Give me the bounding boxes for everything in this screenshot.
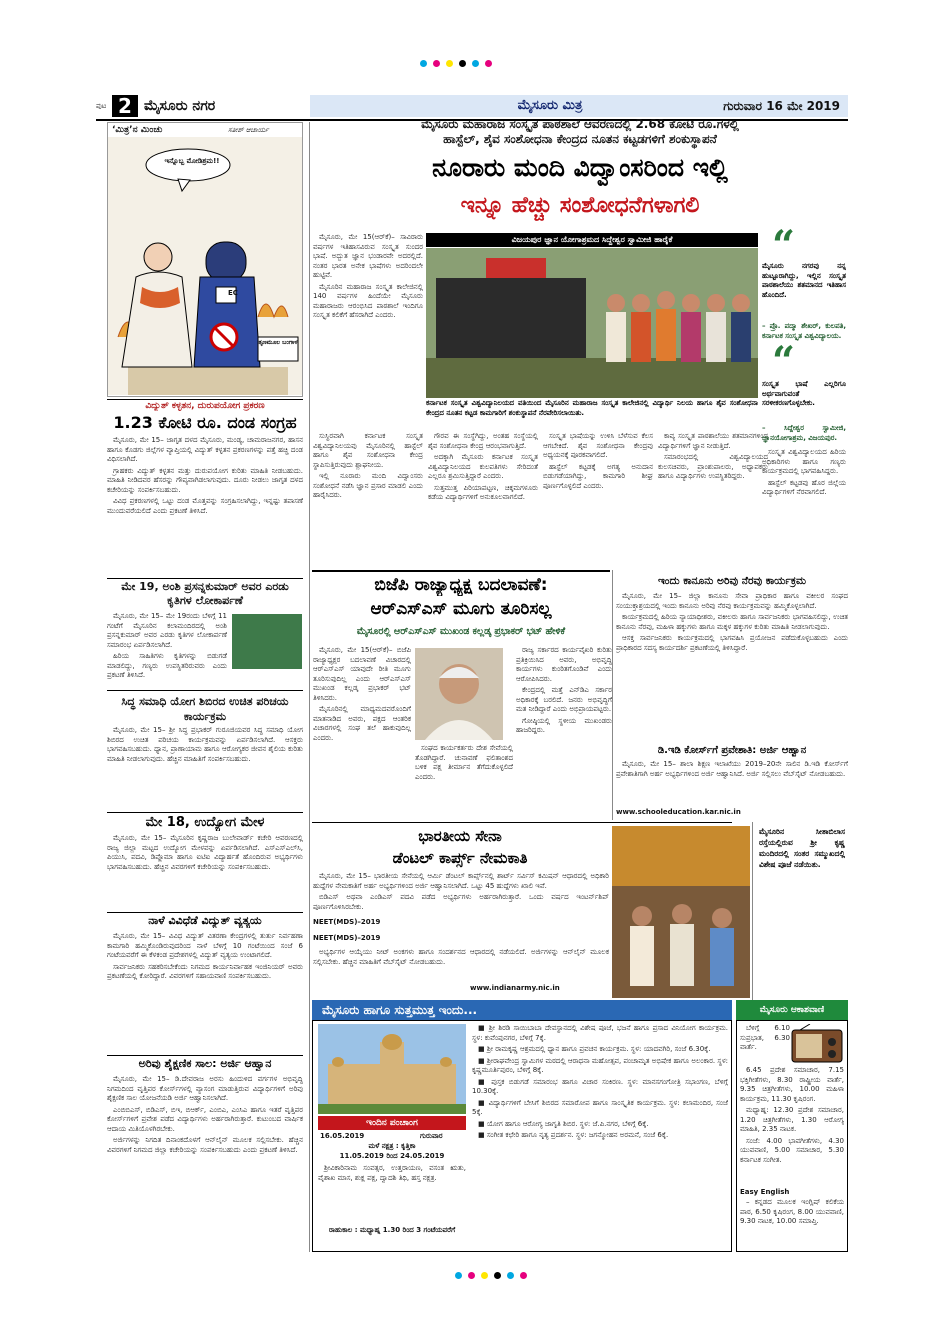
portrait-photo <box>415 648 503 740</box>
yellow-dot <box>446 60 453 67</box>
magenta-dot <box>433 60 440 67</box>
lead-body: ಕಾವ್ಯ ಸಂಸ್ಕೃತ ಪಾಠಶಾಲೆಯು ಶತಮಾನಗಳಿಂದ ವಿದ್ಯಾರ್ಥಿಗಳಿಗೆ ಜ್ಞಾನ ನೀಡುತ್ತಿದೆ. ಸಮಾರಂಭದಲ್ಲಿ ವಿಶ್ವವಿದ್ಯಾಲಯದ ಕುಲಸಚಿವರು, ಪ್ರಾಂಶುಪಾಲರು, ಅಧ್ಯಾಪಕರು ಹಾಗೂ ವಿದ್ಯಾರ್ಥಿಗಳು ಉಪಸ್ಥಿತರಿದ್ದರು. <box>658 432 768 480</box>
yellow-dot <box>481 1272 488 1279</box>
story-kicker: ವಿದ್ಯುತ್ ಕಳ್ಳತನ, ದುರುಪಯೋಗ ಪ್ರಕರಣ <box>145 401 265 411</box>
story-body: ಮೈಸೂರು, ಮೇ 15– ಶಾಲಾ ಶಿಕ್ಷಣ ಇಲಾಖೆಯು 2019–20ನೇ ಸಾಲಿನ ಡಿ.ಇಡಿ ಕೋರ್ಸ್‌ಗೆ ಪ್ರವೇಶಾತಿಗಾಗಿ ಅರ್ಹ ಅಭ್ಯರ್ಥಿಗಳಿಂದ ಅರ್ಜಿ ಆಹ್ವಾನಿಸಿದೆ. ಅರ್ಜಿ ಸಲ್ಲಿಸಲು ವೆಬ್‌ಸೈಟ್ ನೋಡಬಹುದು. <box>616 760 848 778</box>
story-body: ಮೈಸೂರು, ಮೇ 15– ಭಾರತೀಯ ಸೇನೆಯಲ್ಲಿ ಆರ್ಮಿ ಡೆಂಟಲ್ ಕಾರ್ಪ್ಸ್‌ನಲ್ಲಿ ಶಾರ್ಟ್ ಸರ್ವಿಸ್ ಕಮಿಷನ್ ಆಧಾರದಲ್ಲಿ ಅಧಿಕಾರಿ ಹುದ್ದೆಗಳ ನೇಮಕಾತಿಗೆ ಅರ್ಹ ಅಭ್ಯರ್ಥಿಗಳಿಂದ ಅರ್ಜಿ ಆಹ್ವಾನಿಸಲಾಗಿದೆ. ಒಟ್ಟು 45 ಹುದ್ದೆಗಳು ಖಾಲಿ ಇವೆ. ಬಿಡಿಎಸ್ ಅಥವಾ ಎಂಡಿಎಸ್ ಪದವಿ ಪಡೆದ ಅಭ್ಯರ್ಥಿಗಳು ಅರ್ಹರಾಗಿರುತ್ತಾರೆ. ಒಂದು ವರ್ಷದ ಇಂಟರ್ನ್‌ಶಿಪ್ ಪೂರ್ಣಗೊಳಿಸಿರಬೇಕು. <box>313 872 609 911</box>
website-link[interactable]: www.schooleducation.kar.nic.in <box>616 808 741 816</box>
quote-mark-icon: “ <box>772 222 796 269</box>
story-headline: ಆರ್‌ಎಸ್‌ಎಸ್ ಮೂಗು ತೂರಿಸಲ್ಲ <box>370 599 552 619</box>
website-link[interactable]: www.indianarmy.nic.in <box>470 984 560 992</box>
radio-schedule: – ಕನ್ನಡದ ಮೂಲಕ ಇಂಗ್ಲಿಷ್ ಕಲಿಕೆಯ ಪಾಠ, 6.50 ಕೃಷಿರಂಗ, 8.00 ಯುವವಾಣಿ, 9.30 ನಾಟಕ, 10.00 ಸಮಾಪ್ತಿ. <box>740 1198 844 1225</box>
lead-body: ಸುಸ್ಥಿರವಾಗಿ ಕರ್ನಾಟಕ ಸಂಸ್ಕೃತ ವಿಶ್ವವಿದ್ಯಾನಿಲಯವು ಮೈಸೂರಿನಲ್ಲಿ ಹಾಸ್ಟೆಲ್ ಹಾಗೂ ಶೈವ ಸಂಶೋಧನಾ ಕೇಂದ್ರ ಸ್ಥಾಪಿಸುತ್ತಿರುವುದು ಶ್ಲಾಘನೀಯ. ಇಲ್ಲಿ ನೂರಾರು ಮಂದಿ ವಿದ್ವಾಂಸರು ಸಂಶೋಧನೆ ನಡೆಸಿ ಜ್ಞಾನ ಪ್ರಸಾರ ಮಾಡಲಿ ಎಂದು ಹಾರೈಸಿದರು. <box>313 432 423 499</box>
story-headline: ಮೇ 18, ಉದ್ಯೋಗ ಮೇಳ <box>145 815 265 830</box>
side-caption-box <box>752 822 848 1000</box>
photo-strip: ವಿಜಯಪುರ ಜ್ಞಾನ ಯೋಗಾಶ್ರಮದ ಸಿದ್ದೇಶ್ವರ ಸ್ವಾಮೀಜಿ ಹಾರೈಕೆ <box>426 233 758 247</box>
black-dot <box>494 1272 501 1279</box>
panchanga-date: 16.05.2019 <box>320 1132 365 1140</box>
radio-icon <box>790 1024 844 1064</box>
story-body: ಸಂಘದ ಕಾರ್ಯಕರ್ತರು ದೇಶ ಸೇವೆಯಲ್ಲಿ ತೊಡಗಿದ್ದಾರೆ. ಚುನಾವಣೆ ಫಲಿತಾಂಶದ ಬಳಿಕ ಪಕ್ಷ ತೀರ್ಮಾನ ತೆಗೆದುಕೊಳ್ಳಲಿದೆ ಎಂದರು. <box>415 744 513 781</box>
palace-photo <box>318 1024 466 1114</box>
radio-schedule: 6.45 ಪ್ರದೇಶ ಸಮಾಚಾರ, 7.15 ಭಕ್ತಿಗೀತೆಗಳು, 8.30 ರಾಷ್ಟ್ರೀಯ ವಾರ್ತೆ, 9.35 ಚಿತ್ರಗೀತೆಗಳು, 10.00 ಮಹಿಳಾ ಕಾರ್ಯಕ್ರಮ, 11.30 ಕೃಷಿರಂಗ. ಮಧ್ಯಾಹ್ನ: 12.30 ಪ್ರದೇಶ ಸಮಾಚಾರ, 1.20 ಚಿತ್ರಗೀತೆಗಳು, 1.30 ಆರೋಗ್ಯ ಮಾಹಿತಿ, 2.35 ನಾಟಕ. ಸಂಜೆ: 4.00 ಭಾವಗೀತೆಗಳು, 4.30 ಯುವವಾಣಿ, 5.00 ಸಮಾಚಾರ, 5.30 ಕರ್ನಾಟಕ ಸಂಗೀತ. <box>740 1066 844 1164</box>
side-caption: ಮೈಸೂರಿನ ಸೀತಾಬಿಲಾಸ ರಸ್ತೆಯಲ್ಲಿರುವ ಶ್ರೀ ಕೃಷ್ಣ ಮಂದಿರದಲ್ಲಿ ಸಂತರ ಸಮ್ಮುಖದಲ್ಲಿ ವಿಶೇಷ ಪೂಜೆ ನಡೆಯಿತು. <box>759 827 845 869</box>
cyan-dot <box>507 1272 514 1279</box>
story-body: ಮೈಸೂರು, ಮೇ 15(ಆರ್‌ಕೆ)– ಬಿಜೆಪಿ ರಾಜ್ಯಾಧ್ಯಕ್ಷರ ಬದಲಾವಣೆ ವಿಚಾರದಲ್ಲಿ ಆರ್‌ಎಸ್‌ಎಸ್ ಯಾವುದೇ ರೀತಿ ಮೂಗು ತೂರಿಸುವುದಿಲ್ಲ ಎಂದು ಆರ್‌ಎಸ್‌ಎಸ್ ಮುಖಂಡ ಕಲ್ಲಡ್ಕ ಪ್ರಭಾಕರ್ ಭಟ್ ತಿಳಿಸಿದರು. ಮೈಸೂರಿನಲ್ಲಿ ಮಾಧ್ಯಮದವರೊಂದಿಗೆ ಮಾತನಾಡಿದ ಅವರು, ಪಕ್ಷದ ಆಂತರಿಕ ವಿಚಾರಗಳಲ್ಲಿ ಸಂಘ ತಲೆ ಹಾಕುವುದಿಲ್ಲ ಎಂದರು. <box>313 646 411 742</box>
lead-photo <box>426 248 758 398</box>
story-headline: ಡೆಂಟಲ್ ಕಾರ್ಪ್ಸ್ ನೇಮಕಾತಿ <box>392 849 528 867</box>
story-body: ಮೈಸೂರು, ಮೇ 15– ಜಾಗೃತ ದಳದ ಮೈಸೂರು, ಮಂಡ್ಯ, ಚಾಮರಾಜನಗರ, ಹಾಸನ ಹಾಗೂ ಕೊಡಗು ಜಿಲ್ಲೆಗಳ ವ್ಯಾಪ್ತಿಯಲ್ಲಿ ವಿದ್ಯುತ್ ಕಳ್ಳತನ ಪ್ರಕರಣಗಳನ್ನು ಪತ್ತೆ ಹಚ್ಚಿ ದಂಡ ವಿಧಿಸಲಾಗಿದೆ. ಗ್ರಾಹಕರು ವಿದ್ಯುತ್ ಕಳ್ಳತನ ಮತ್ತು ದುರುಪಯೋಗ ಕುರಿತು ಮಾಹಿತಿ ನೀಡಬಹುದು. ಮಾಹಿತಿ ನೀಡಿದವರ ಹೆಸರನ್ನು ಗೌಪ್ಯವಾಗಿಡಲಾಗುವುದು. ದೂರು ನೀಡಲು ಜಾಗೃತ ದಳದ ಕಚೇರಿಯನ್ನು ಸಂಪರ್ಕಿಸಬಹುದು. ವಿವಿಧ ಪ್ರಕರಣಗಳಲ್ಲಿ ಒಟ್ಟು ದಂಡ ಮೊತ್ತವನ್ನು ಸಂಗ್ರಹಿಸಲಾಗಿದ್ದು, ಇನ್ನಷ್ಟು ತಪಾಸಣೆ ಮುಂದುವರೆಯಲಿದೆ ಎಂದು ಪ್ರಕಟಣೆ ತಿಳಿಸಿದೆ. <box>107 436 303 515</box>
cartoon-sign: ತೃಣಮೂಲ ಬಂಗಾಳ <box>258 339 298 346</box>
story-body: ಮೈಸೂರು, ಮೇ 15– ಮೇ 19ರಂದು ಬೆಳಿಗ್ಗೆ 11 ಗಂಟೆಗೆ ಮೈಸೂರಿನ ಕಲಾಮಂದಿರದಲ್ಲಿ ಅಂಶಿ ಪ್ರಸನ್ನಕುಮಾರ್ ಅವರ ಎರಡು ಕೃತಿಗಳ ಲೋಕಾರ್ಪಣೆ ಸಮಾರಂಭ ಏರ್ಪಡಿಸಲಾಗಿದೆ. ಹಿರಿಯ ಸಾಹಿತಿಗಳು ಕೃತಿಗಳನ್ನು ಬಿಡುಗಡೆ ಮಾಡಲಿದ್ದು, ಗಣ್ಯರು ಉಪಸ್ಥಿತರಿರುವರು ಎಂದು ಪ್ರಕಟಣೆ ತಿಳಿಸಿದೆ. <box>107 612 227 679</box>
radio-schedule: ಬೆಳಿಗ್ಗೆ 6.10 ಸುಪ್ರಭಾತ, 6.30 ವಾರ್ತೆ. <box>740 1024 790 1051</box>
story-headline: 1.23 ಕೋಟಿ ರೂ. ದಂಡ ಸಂಗ್ರಹ <box>113 413 297 432</box>
cartoon-panel <box>107 122 303 397</box>
section-title: ಮೈಸೂರು ನಗರ <box>144 98 216 114</box>
page-number: 2 <box>112 95 138 117</box>
story-body: ಮೈಸೂರು, ಮೇ 15– ವಿವಿಧ ವಿದ್ಯುತ್ ವಿತರಣಾ ಕೇಂದ್ರಗಳಲ್ಲಿ ತುರ್ತು ನಿರ್ವಹಣಾ ಕಾಮಗಾರಿ ಹಮ್ಮಿಕೊಂಡಿರುವುದರಿಂದ ನಾಳೆ ಬೆಳಿಗ್ಗೆ 10 ಗಂಟೆಯಿಂದ ಸಂಜೆ 6 ಗಂಟೆಯವರೆಗೆ ಈ ಕೆಳಕಂಡ ಪ್ರದೇಶಗಳಲ್ಲಿ ವಿದ್ಯುತ್ ವ್ಯತ್ಯಯ ಉಂಟಾಗಲಿದೆ. ಸಾರ್ವಜನಿಕರು ಸಹಕರಿಸಬೇಕೆಂದು ನಿಗಮದ ಕಾರ್ಯನಿರ್ವಾಹಕ ಇಂಜಿನಿಯರ್ ಅವರು ಪ್ರಕಟಣೆಯಲ್ಲಿ ಕೋರಿದ್ದಾರೆ. ವಿವರಗಳಿಗೆ ಸಹಾಯವಾಣಿ ಸಂಪರ್ಕಿಸಬಹುದು. <box>107 932 303 980</box>
exam-name: NEET(MDS)–2019 <box>313 934 433 942</box>
cyan-dot <box>420 60 427 67</box>
lead-body: ಮೈಸೂರು, ಮೇ 15(ಆರ್‌ಕೆ)– ಸಾವಿರಾರು ವರ್ಷಗಳ ಇತಿಹಾಸವಿರುವ ಸಂಸ್ಕೃತ ಸುಂದರ ಭಾಷೆ. ಅದ್ಭುತ ಜ್ಞಾನ ಭಂಡಾರವೇ ಅದರಲ್ಲಿದೆ. ನಂತರ ಭಾರತ ಅನೇಕ ಭಾಷೆಗಳು ಅದರಿಂದಲೇ ಹುಟ್ಟಿವೆ. ಮೈಸೂರಿನ ಮಹಾರಾಜ ಸಂಸ್ಕೃತ ಕಾಲೇಜಿನಲ್ಲಿ 140 ವರ್ಷಗಳ ಹಿಂದೆಯೇ ಮೈಸೂರು ಮಹಾರಾಜರು ಆರಂಭಿಸಿದ ಪಾಠಶಾಲೆ ಇಂದಿಗೂ ಸಂಸ್ಕೃತ ಕಲಿಕೆಗೆ ಹೆಸರಾಗಿದೆ ಎಂದರು. <box>313 233 423 319</box>
magenta-dot <box>520 1272 527 1279</box>
pull-quote: ಸಂಸ್ಕೃತ ಭಾಷೆ ಎಲ್ಲರಿಗೂ ಅರ್ಥವಾಗುವಂತೆ ಸರಳೀಕರಣಗೊಳ್ಳಬೇಕು. <box>762 380 846 407</box>
lead-headline: ನೂರಾರು ಮಂದಿ ವಿದ್ವಾಂಸರಿಂದ ಇಲ್ಲಿ <box>432 153 728 182</box>
temple-photo <box>612 826 750 998</box>
story-headline: ನಾಳೆ ವಿವಿಧೆಡೆ ವಿದ್ಯುತ್ ವ್ಯತ್ಯಯ <box>148 914 262 927</box>
cartoon-artist: ಸತೀಶ್ ಆಚಾರ್ಯ <box>228 126 269 134</box>
quote-mark-icon: “ <box>772 338 796 385</box>
pull-quote: ಮೈಸೂರು ನಗರವು ನನ್ನ ಹುಟ್ಟೂರಾಗಿದ್ದು, ಇಲ್ಲಿನ ಸಂಸ್ಕೃತ ಪಾಠಶಾಲೆಯು ಶತಮಾನದ ಇತಿಹಾಸ ಹೊಂದಿದೆ. <box>762 262 846 299</box>
panchanga-nakshatra: ಮಳೆ ನಕ್ಷತ್ರ : ಕೃತ್ತಿಕಾ <box>368 1142 416 1150</box>
panchanga-range: 11.05.2019 ರಿಂದ 24.05.2019 <box>339 1152 445 1160</box>
pull-quote-author: – ಪ್ರೊ. ಪದ್ಮಾ ಶೇಖರ್, ಕುಲಪತಿ, ಕರ್ನಾಟಕ ಸಂಸ್ಕೃತ ವಿಶ್ವವಿದ್ಯಾಲಯ. <box>762 322 846 340</box>
story-headline: ಅರಿವು ಶೈಕ್ಷಣಿಕ ಸಾಲ: ಅರ್ಜಿ ಆಹ್ವಾನ <box>138 1057 272 1070</box>
panchanga-rahukala: ರಾಹುಕಾಲ : ಮಧ್ಯಾಹ್ನ 1.30 ರಿಂದ 3 ಗಂಟೆಯವರೆಗೆ <box>328 1226 456 1234</box>
pull-quote-author: – ಸಿದ್ದೇಶ್ವರ ಸ್ವಾಮೀಜಿ, ಜ್ಞಾನಯೋಗಾಶ್ರಮ, ವಿಜಯಪುರ. <box>762 424 846 442</box>
story-body: ರಾಜ್ಯ ಸರ್ಕಾರದ ಕಾರ್ಯವೈಖರಿ ಕುರಿತು ಪ್ರತಿಕ್ರಿಯಿಸಿದ ಅವರು, ಅಭಿವೃದ್ಧಿ ಕಾರ್ಯಗಳು ಕುಂಠಿತಗೊಂಡಿವೆ ಎಂದು ಆರೋಪಿಸಿದರು. ಕೇಂದ್ರದಲ್ಲಿ ಮತ್ತೆ ಎನ್‌ಡಿಎ ಸರ್ಕಾರ ಅಧಿಕಾರಕ್ಕೆ ಬರಲಿದೆ. ಜನರು ಅಭಿವೃದ್ಧಿಗೆ ಮತ ನೀಡಿದ್ದಾರೆ ಎಂದು ಅಭಿಪ್ರಾಯಪಟ್ಟರು. ಗೋಷ್ಠಿಯಲ್ಲಿ ಸ್ಥಳೀಯ ಮುಖಂಡರು ಹಾಜರಿದ್ದರು. <box>516 646 612 734</box>
story-headline: ಬಿಜೆಪಿ ರಾಜ್ಯಾಧ್ಯಕ್ಷ ಬದಲಾವಣೆ: <box>374 575 548 595</box>
issue-date: ಗುರುವಾರ 16 ಮೇ 2019 <box>723 99 840 113</box>
print-registration-dots <box>455 1272 527 1279</box>
story-body: ಮೈಸೂರು, ಮೇ 15– ಶ್ರೀ ಸಿದ್ಧ ಪ್ರಭಾಕರ್ ಗುರೂಜಿಯವರ ಸಿದ್ಧ ಸಮಾಧಿ ಯೋಗ ಶಿಬಿರದ ಉಚಿತ ಪರಿಚಯ ಕಾರ್ಯಕ್ರಮವನ್ನು ಏರ್ಪಡಿಸಲಾಗಿದೆ. ಆಸಕ್ತರು ಭಾಗವಹಿಸಬಹುದು. ಧ್ಯಾನ, ಪ್ರಾಣಾಯಾಮ ಹಾಗೂ ಆರೋಗ್ಯಕರ ಜೀವನ ಶೈಲಿಯ ಕುರಿತು ಮಾಹಿತಿ ನೀಡಲಾಗುವುದು. ಹೆಚ್ಚಿನ ಮಾಹಿತಿಗೆ ಸಂಪರ್ಕಿಸಬಹುದು. <box>107 726 303 763</box>
story-body: ಮೈಸೂರು, ಮೇ 15– ಮೈಸೂರಿನ ಕೃಷ್ಣರಾಜ ಬುಲೇವಾರ್ಡ್ ಕಚೇರಿ ಆವರಣದಲ್ಲಿ ರಾಜ್ಯ ಜಿಲ್ಲಾ ಮಟ್ಟದ ಉದ್ಯೋಗ ಮೇಳವನ್ನು ಏರ್ಪಡಿಸಲಾಗಿದೆ. ಎಸ್‌ಎಸ್‌ಎಲ್‌ಸಿ, ಪಿಯುಸಿ, ಪದವಿ, ಡಿಪ್ಲೊಮಾ ಹಾಗೂ ಐಟಿಐ ವಿದ್ಯಾರ್ಹತೆ ಹೊಂದಿರುವ ಅಭ್ಯರ್ಥಿಗಳು ಭಾಗವಹಿಸಬಹುದು. ಹೆಚ್ಚಿನ ವಿವರಗಳಿಗೆ ಕಚೇರಿಯನ್ನು ಸಂಪರ್ಕಿಸಬಹುದು. <box>107 834 303 871</box>
lead-body: ಗೌರವ ಈ ಸಂಸ್ಥೆಗಿದ್ದು, ಅಂತಹ ಸಂಸ್ಥೆಯಲ್ಲಿ ಶೈವ ಸಂಶೋಧನಾ ಕೇಂದ್ರ ಆರಂಭವಾಗುತ್ತಿದೆ. ಅದಕ್ಕಾಗಿ ಮೈಸೂರು ಕರ್ನಾಟಕ ಸಂಸ್ಕೃತ ವಿಶ್ವವಿದ್ಯಾನಿಲಯದ ಕುಲಪತಿಗಳು ಸೇರಿದಂತೆ ಎಲ್ಲರೂ ಶ್ರಮಿಸುತ್ತಿದ್ದಾರೆ ಎಂದರು. ಸುತ್ತಮುತ್ತ ಪಿರಿಯಾಪಟ್ಟಣ, ಚಿಕ್ಕಮಗಳೂರು ಕಡೆಯ ವಿದ್ಯಾರ್ಥಿಗಳಿಗೆ ಅನುಕೂಲವಾಗಲಿದೆ. <box>428 432 538 501</box>
story-headline: ಡಿ.ಇಡಿ ಕೋರ್ಸ್‌ಗೆ ಪ್ರವೇಶಾತಿ: ಅರ್ಜಿ ಆಹ್ವಾನ <box>657 745 807 756</box>
temple-ceremony-photo-icon <box>612 826 750 998</box>
cartoon-tag: EC <box>228 289 238 297</box>
story-headline: ಸಿದ್ಧ ಸಮಾಧಿ ಯೋಗ ಶಿಬಿರದ ಉಚಿತ ಪರಿಚಯ ಕಾರ್ಯಕ್ರಮ <box>121 695 289 723</box>
radio-program: Easy English <box>740 1188 790 1196</box>
paper-name: ಮೈಸೂರು ಮಿತ್ರ <box>517 98 583 113</box>
lead-kicker: ಹಾಸ್ಟೆಲ್, ಶೈವ ಸಂಶೋಧನಾ ಕೇಂದ್ರದ ನೂತನ ಕಟ್ಟಡಗಳಿಗೆ ಶಂಕುಸ್ಥಾಪನೆ <box>443 132 717 146</box>
story-body: ಮೈಸೂರು, ಮೇ 15– ಡಿ.ದೇವರಾಜ ಅರಸು ಹಿಂದುಳಿದ ವರ್ಗಗಳ ಅಭಿವೃದ್ಧಿ ನಿಗಮದಿಂದ ವೃತ್ತಿಪರ ಕೋರ್ಸ್‌ಗಳಲ್ಲಿ ವ್ಯಾಸಂಗ ಮಾಡುತ್ತಿರುವ ವಿದ್ಯಾರ್ಥಿಗಳಿಗೆ ಅರಿವು ಶೈಕ್ಷಣಿಕ ಸಾಲ ಯೋಜನೆಯಡಿ ಅರ್ಜಿ ಆಹ್ವಾನಿಸಲಾಗಿದೆ. ಎಂಬಿಬಿಎಸ್, ಬಿಡಿಎಸ್, ಬಿಇ, ಬಿಆರ್ಕ್, ಎಂಬಿಎ, ಎಂಸಿಎ ಹಾಗೂ ಇತರೆ ವೃತ್ತಿಪರ ಕೋರ್ಸ್‌ಗಳಿಗೆ ಪ್ರವೇಶ ಪಡೆದ ವಿದ್ಯಾರ್ಥಿಗಳು ಅರ್ಹರಾಗಿರುತ್ತಾರೆ. ಕುಟುಂಬದ ವಾರ್ಷಿಕ ಆದಾಯ ಮಿತಿಯೊಳಗಿರಬೇಕು. ಅರ್ಜಿಗಳನ್ನು ನಿಗದಿತ ದಿನಾಂಕದೊಳಗೆ ಆನ್‌ಲೈನ್ ಮೂಲಕ ಸಲ್ಲಿಸಬೇಕು. ಹೆಚ್ಚಿನ ವಿವರಗಳಿಗೆ ನಿಗಮದ ಜಿಲ್ಲಾ ಕಚೇರಿಯನ್ನು ಸಂಪರ್ಕಿಸಬಹುದು ಎಂದು ಪ್ರಕಟಣೆ ತಿಳಿಸಿದೆ. <box>107 1075 303 1154</box>
print-registration-dots <box>420 60 492 67</box>
lead-body: ಸಂಸ್ಕೃತ ವಿಶ್ವವಿದ್ಯಾಲಯದ ಹಿರಿಯ ಅಧಿಕಾರಿಗಳು ಹಾಗೂ ಗಣ್ಯರು ಕಾರ್ಯಕ್ರಮದಲ್ಲಿ ಭಾಗವಹಿಸಿದ್ದರು. ಹಾಸ್ಟೆಲ್ ಕಟ್ಟಡವು ಹೊರ ಜಿಲ್ಲೆಯ ವಿದ್ಯಾರ್ಥಿಗಳಿಗೆ ನೆರವಾಗಲಿದೆ. <box>762 448 846 496</box>
cyan-dot <box>455 1272 462 1279</box>
magenta-dot <box>468 1272 475 1279</box>
story-headline: ಇಂದು ಕಾನೂನು ಅರಿವು ನೆರವು ಕಾರ್ಯಕ್ರಮ <box>657 575 807 587</box>
story-body: ಮೈಸೂರು, ಮೇ 15– ಜಿಲ್ಲಾ ಕಾನೂನು ಸೇವಾ ಪ್ರಾಧಿಕಾರ ಹಾಗೂ ವಕೀಲರ ಸಂಘದ ಸಂಯುಕ್ತಾಶ್ರಯದಲ್ಲಿ ಇಂದು ಕಾನೂನು ಅರಿವು ನೆರವು ಕಾರ್ಯಕ್ರಮವನ್ನು ಹಮ್ಮಿಕೊಳ್ಳಲಾಗಿದೆ. ಕಾರ್ಯಕ್ರಮದಲ್ಲಿ ಹಿರಿಯ ನ್ಯಾಯಾಧೀಶರು, ವಕೀಲರು ಹಾಗೂ ಸಾರ್ವಜನಿಕರು ಭಾಗವಹಿಸಲಿದ್ದು, ಉಚಿತ ಕಾನೂನು ನೆರವು, ಮಹಿಳಾ ಹಕ್ಕುಗಳು ಹಾಗೂ ಮಕ್ಕಳ ಹಕ್ಕುಗಳ ಕುರಿತು ಮಾಹಿತಿ ನೀಡಲಾಗುವುದು. ಆಸಕ್ತ ಸಾರ್ವಜನಿಕರು ಕಾರ್ಯಕ್ರಮದಲ್ಲಿ ಭಾಗವಹಿಸಿ ಪ್ರಯೋಜನ ಪಡೆದುಕೊಳ್ಳಬಹುದು ಎಂದು ಪ್ರಾಧಿಕಾರದ ಸದಸ್ಯ ಕಾರ್ಯದರ್ಶಿ ಪ್ರಕಟಣೆಯಲ್ಲಿ ತಿಳಿಸಿದ್ದಾರೆ. <box>616 592 848 652</box>
lead-kicker: ಮೈಸೂರು ಮಹಾರಾಜ ಸಂಸ್ಕೃತ ಪಾಠಶಾಲೆ ಆವರಣದಲ್ಲಿ 2.68 ಕೋಟಿ ರೂ.ಗಳಲ್ಲಿ <box>421 117 739 131</box>
cartoon-title: ‘ಮಿತ್ರ’ನ ಮಿಂಚು <box>112 125 163 135</box>
story-headline: ಭಾರತೀಯ ಸೇನಾ <box>418 827 502 845</box>
book-cover-image <box>232 614 302 669</box>
page-label: ಪುಟ <box>96 102 107 110</box>
magenta-dot <box>485 60 492 67</box>
ceremony-photo-icon <box>426 248 758 398</box>
black-dot <box>459 60 466 67</box>
person-portrait-icon <box>415 648 503 740</box>
cartoon-illustration-icon <box>108 137 302 395</box>
palace-icon <box>318 1024 466 1114</box>
lead-subheadline: ಇನ್ನೂ ಹೆಚ್ಚು ಸಂಶೋಧನೆಗಳಾಗಲಿ <box>460 193 700 218</box>
lead-body: ಸಂಸ್ಕೃತ ಭಾಷೆಯನ್ನು ಉಳಿಸಿ ಬೆಳೆಸುವ ಕೆಲಸ ಆಗಬೇಕಿದೆ. ಶೈವ ಸಂಶೋಧನಾ ಕೇಂದ್ರವು ಅಧ್ಯಯನಕ್ಕೆ ಪೂರಕವಾಗಲಿದೆ. ಹಾಸ್ಟೆಲ್ ಕಟ್ಟಡಕ್ಕೆ ಅಗತ್ಯ ಅನುದಾನ ಬಿಡುಗಡೆಯಾಗಿದ್ದು, ಕಾಮಗಾರಿ ಶೀಘ್ರ ಪೂರ್ಣಗೊಳ್ಳಲಿದೆ ಎಂದರು. <box>543 432 653 490</box>
story-body: ಅಭ್ಯರ್ಥಿಗಳ ಆಯ್ಕೆಯು ನೀಟ್ ಅಂಕಗಳು ಹಾಗೂ ಸಂದರ್ಶನದ ಆಧಾರದಲ್ಲಿ ನಡೆಯಲಿದೆ. ಅರ್ಜಿಗಳನ್ನು ಆನ್‌ಲೈನ್ ಮೂಲಕ ಸಲ್ಲಿಸಬೇಕು. ಹೆಚ್ಚಿನ ಮಾಹಿತಿಗೆ ವೆಬ್‌ಸೈಟ್ ನೋಡಬಹುದು. <box>313 948 609 966</box>
story-headline: ಮೇ 19, ಅಂಶಿ ಪ್ರಸನ್ನಕುಮಾರ್ ಅವರ ಎರಡು ಕೃತಿಗಳ ಲೋಕಾರ್ಪಣೆ <box>121 580 289 607</box>
story-subheadline: ಮೈಸೂರಲ್ಲಿ ಆರ್‌ಎಸ್‌ಎಸ್ ಮುಖಂಡ ಕಲ್ಲಡ್ಕ ಪ್ರಭಾಕರ್ ಭಟ್ ಹೇಳಿಕೆ <box>356 626 566 637</box>
cartoon-speech-bubble: ಇನ್ನೊಬ್ಬ ಮೋಡಿಶ್ರಮ!! <box>164 157 220 165</box>
panchanga-day: ಗುರುವಾರ <box>420 1132 443 1140</box>
radio-box-header: ಮೈಸೂರು ಆಕಾಶವಾಣಿ <box>736 1000 848 1020</box>
photo-caption: ಕರ್ನಾಟಕ ಸಂಸ್ಕೃತ ವಿಶ್ವವಿದ್ಯಾನಿಲಯದ ವತಿಯಿಂದ ಮೈಸೂರಿನ ಮಹಾರಾಜ ಸಂಸ್ಕೃತ ಕಾಲೇಜಿನಲ್ಲಿ ವಿದ್ಯಾರ್ಥಿ ನಿಲಯ ಹಾಗೂ ಶೈವ ಸಂಶೋಧನಾ ಕೇಂದ್ರದ ನೂತನ ಕಟ್ಟಡ ಕಾಮಗಾರಿಗೆ ಶಂಕುಸ್ಥಾಪನೆ ನೆರವೇರಿಸಲಾಯಿತು. <box>426 399 758 417</box>
exam-name: NEET(MDS)–2019 <box>313 918 433 926</box>
cyan-dot <box>472 60 479 67</box>
today-box-header: ಮೈಸೂರು ಹಾಗೂ ಸುತ್ತಮುತ್ತ ಇಂದು... <box>312 1000 732 1020</box>
today-events-list: ■ ಶ್ರೀ ಶಿರಡಿ ಸಾಯಿಬಾಬಾ ದೇವಸ್ಥಾನದಲ್ಲಿ ವಿಶೇಷ ಪೂಜೆ, ಭಜನೆ ಹಾಗೂ ಪ್ರಸಾದ ವಿನಿಯೋಗ ಕಾರ್ಯಕ್ರಮ. ಸ್ಥಳ: ಕುವೆಂಪುನಗರ, ಬೆಳಿಗ್ಗೆ 7ಕ್ಕೆ. ■ ಶ್ರೀ ರಾಮಕೃಷ್ಣ ಆಶ್ರಮದಲ್ಲಿ ಧ್ಯಾನ ಹಾಗೂ ಪ್ರವಚನ ಕಾರ್ಯಕ್ರಮ. ಸ್ಥಳ: ಯಾದವಗಿರಿ, ಸಂಜೆ 6.30ಕ್ಕೆ. ■ ಶ್ರೀರಾಘವೇಂದ್ರ ಸ್ವಾಮಿಗಳ ಮಠದಲ್ಲಿ ಆರಾಧನಾ ಮಹೋತ್ಸವ, ಪಂಚಾಮೃತ ಅಭಿಷೇಕ ಹಾಗೂ ಅಲಂಕಾರ. ಸ್ಥಳ: ಕೃಷ್ಣಮೂರ್ತಿಪುರಂ, ಬೆಳಿಗ್ಗೆ 8ಕ್ಕೆ. ■ ಪುಸ್ತಕ ಬಿಡುಗಡೆ ಸಮಾರಂಭ ಹಾಗೂ ವಿಚಾರ ಸಂಕಿರಣ. ಸ್ಥಳ: ಮಾನಸಗಂಗೋತ್ರಿ ಸಭಾಂಗಣ, ಬೆಳಿಗ್ಗೆ 10.30ಕ್ಕೆ. ■ ವಿದ್ಯಾರ್ಥಿಗಳಿಗೆ ಬೇಸಿಗೆ ಶಿಬಿರದ ಸಮಾರೋಪ ಹಾಗೂ ಸಾಂಸ್ಕೃತಿಕ ಕಾರ್ಯಕ್ರಮ. ಸ್ಥಳ: ಕಲಾಮಂದಿರ, ಸಂಜೆ 5ಕ್ಕೆ. ■ ಯೋಗ ಹಾಗೂ ಆರೋಗ್ಯ ಜಾಗೃತಿ ಶಿಬಿರ. ಸ್ಥಳ: ಜೆ.ಪಿ.ನಗರ, ಬೆಳಿಗ್ಗೆ 6ಕ್ಕೆ. ■ ಸಂಗೀತ ಕಛೇರಿ ಹಾಗೂ ನೃತ್ಯ ಪ್ರದರ್ಶನ. ಸ್ಥಳ: ಜಗನ್ಮೋಹನ ಅರಮನೆ, ಸಂಜೆ 6ಕ್ಕೆ. <box>472 1024 728 1139</box>
panchanga-body: ಶ್ರೀವಿಕಾರಿನಾಮ ಸಂವತ್ಸರ, ಉತ್ತರಾಯಣ, ವಸಂತ ಋತು, ವೈಶಾಖ ಮಾಸ, ಶುಕ್ಲ ಪಕ್ಷ, ದ್ವಾದಶಿ ತಿಥಿ, ಹಸ್ತ ನಕ್ಷತ್ರ. <box>318 1164 466 1182</box>
panchanga-header: ಇಂದಿನ ಪಂಚಾಂಗ <box>318 1116 466 1130</box>
